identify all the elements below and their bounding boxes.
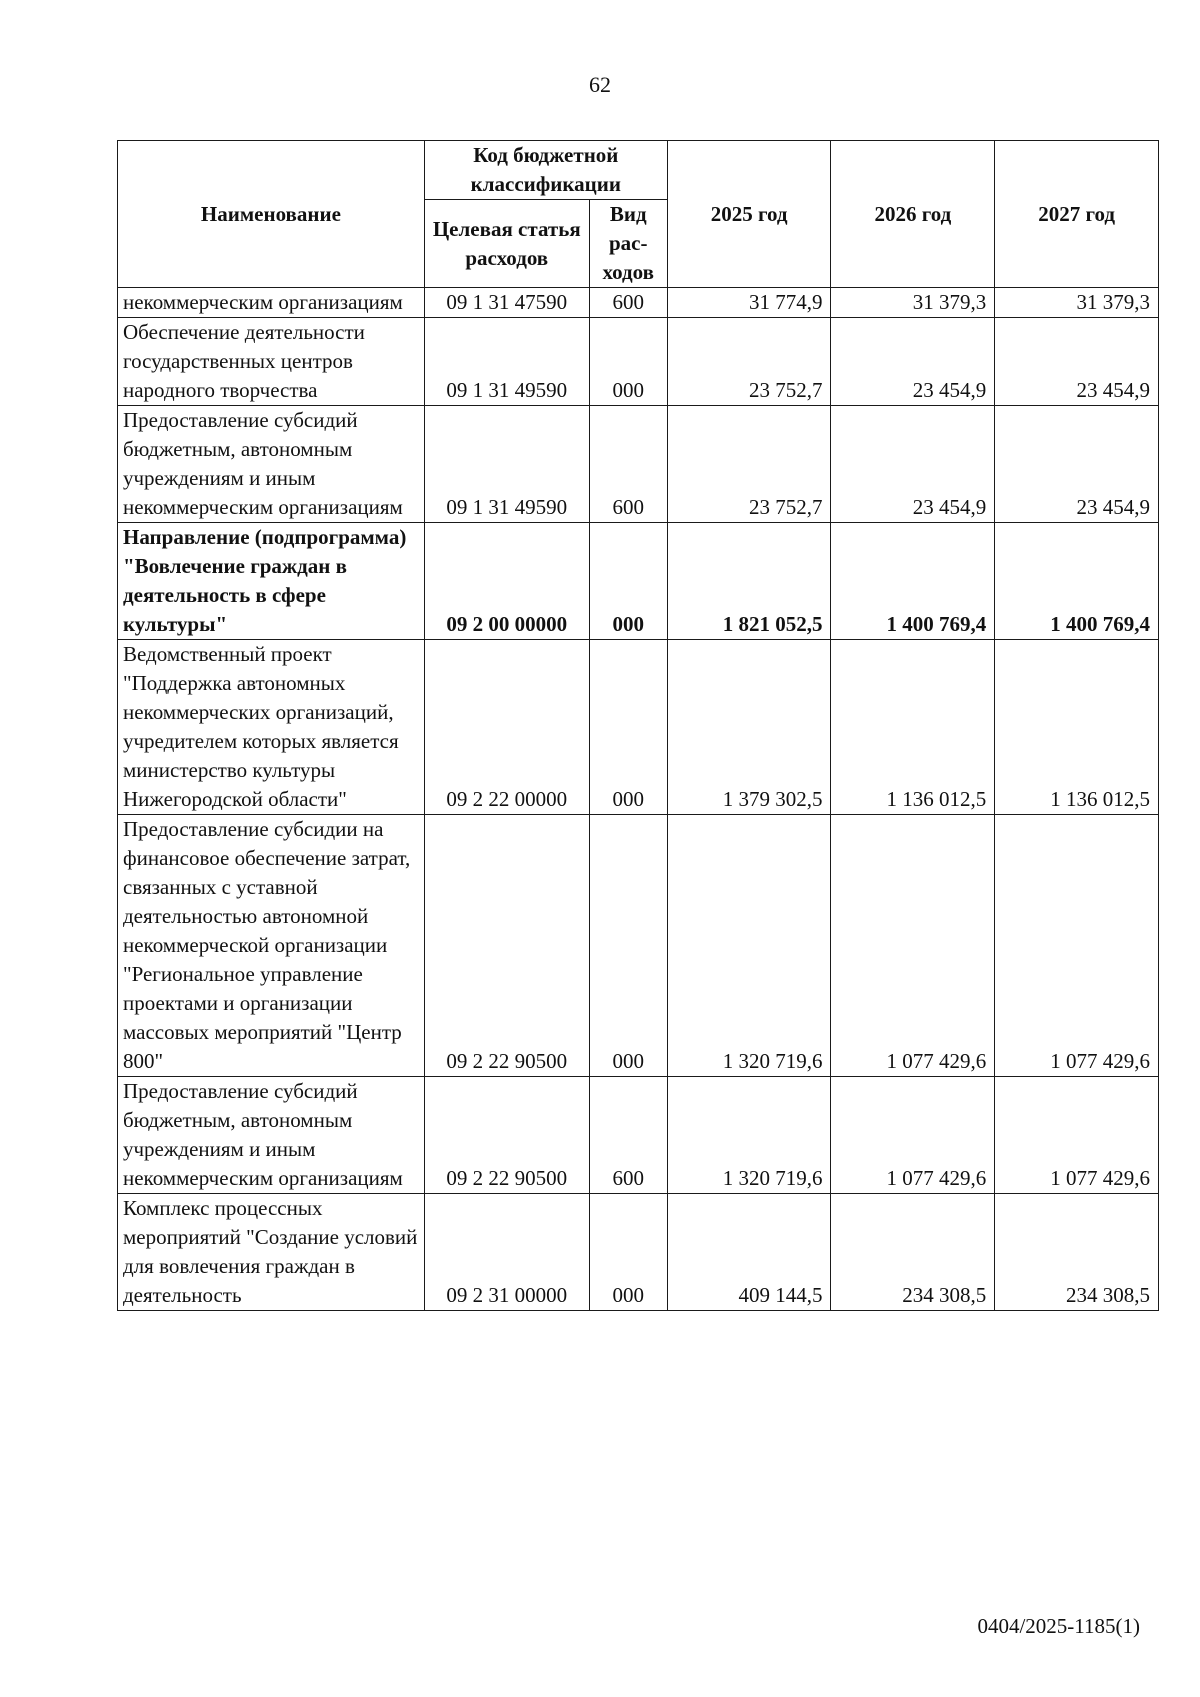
row-name-cell: Обеспечение деятельности государственных центров народного творчества xyxy=(118,318,425,406)
row-expense-type-cell: 000 xyxy=(589,640,667,815)
row-2026-cell: 31 379,3 xyxy=(831,288,995,318)
table-row xyxy=(118,640,1159,815)
row-2027-cell: 1 077 429,6 xyxy=(995,815,1159,1077)
row-target-article-cell: 09 2 00 00000 xyxy=(424,523,589,640)
row-target-article-cell: 09 1 31 47590 xyxy=(424,288,589,318)
row-2025-cell: 1 320 719,6 xyxy=(667,815,831,1077)
row-target-article-cell: 09 1 31 49590 xyxy=(424,318,589,406)
row-2025-cell: 31 774,9 xyxy=(667,288,831,318)
row-2027-cell: 1 077 429,6 xyxy=(995,1077,1159,1194)
row-2026-cell: 1 077 429,6 xyxy=(831,815,995,1077)
table-body xyxy=(118,288,1159,1311)
row-name-cell: Предоставление субсидий бюджетным, автономным учреждениям и иным некоммерческим организациям xyxy=(118,406,425,523)
row-2027-cell: 234 308,5 xyxy=(995,1194,1159,1311)
row-expense-type-cell: 000 xyxy=(589,815,667,1077)
row-expense-type-cell: 600 xyxy=(589,288,667,318)
row-expense-type-cell: 000 xyxy=(589,523,667,640)
row-name-cell: Предоставление субсидий бюджетным, автономным учреждениям и иным некоммерческим организациям xyxy=(118,1077,425,1194)
header-name: Наименование xyxy=(118,141,425,288)
header-target-article: Целевая статья расходов xyxy=(424,200,589,288)
row-2025-cell: 23 752,7 xyxy=(667,406,831,523)
row-2027-cell: 1 136 012,5 xyxy=(995,640,1159,815)
document-registration-code: 0404/2025-1185(1) xyxy=(977,1614,1140,1638)
header-code-group: Код бюджетной классификации xyxy=(424,141,667,200)
row-target-article-cell: 09 2 22 00000 xyxy=(424,640,589,815)
header-expense-type: Вид рас-ходов xyxy=(589,200,667,288)
row-target-article-cell: 09 1 31 49590 xyxy=(424,406,589,523)
table-row xyxy=(118,523,1159,640)
row-2026-cell: 234 308,5 xyxy=(831,1194,995,1311)
row-name-cell: Ведомственный проект "Поддержка автономных некоммерческих организаций, учредителем которых является министерство культуры Нижегородской области" xyxy=(118,640,425,815)
header-2025: 2025 год xyxy=(667,141,831,288)
row-name-cell: Направление (подпрограмма) "Вовлечение граждан в деятельность в сфере культуры" xyxy=(118,523,425,640)
row-target-article-cell: 09 2 22 90500 xyxy=(424,815,589,1077)
row-target-article-cell: 09 2 22 90500 xyxy=(424,1077,589,1194)
budget-table xyxy=(117,140,1159,1311)
row-expense-type-cell: 000 xyxy=(589,318,667,406)
row-2025-cell: 1 379 302,5 xyxy=(667,640,831,815)
row-2026-cell: 1 136 012,5 xyxy=(831,640,995,815)
row-2026-cell: 23 454,9 xyxy=(831,318,995,406)
row-2027-cell: 1 400 769,4 xyxy=(995,523,1159,640)
row-name-cell: Предоставление субсидии на финансовое обеспечение затрат, связанных с уставной деятельностью автономной некоммерческой организации "Региональное управление проектами и организации массовых мероприятий "Центр 800" xyxy=(118,815,425,1077)
header-2026: 2026 год xyxy=(831,141,995,288)
row-expense-type-cell: 600 xyxy=(589,1077,667,1194)
row-target-article-cell: 09 2 31 00000 xyxy=(424,1194,589,1311)
row-2026-cell: 23 454,9 xyxy=(831,406,995,523)
row-2027-cell: 23 454,9 xyxy=(995,318,1159,406)
header-2027: 2027 год xyxy=(995,141,1159,288)
table-row xyxy=(118,288,1159,318)
row-expense-type-cell: 600 xyxy=(589,406,667,523)
row-2025-cell: 1 320 719,6 xyxy=(667,1077,831,1194)
table-row xyxy=(118,318,1159,406)
row-2027-cell: 23 454,9 xyxy=(995,406,1159,523)
table-row xyxy=(118,1077,1159,1194)
row-name-cell: некоммерческим организациям xyxy=(118,288,425,318)
row-2026-cell: 1 077 429,6 xyxy=(831,1077,995,1194)
page-number: 62 xyxy=(589,72,611,97)
row-2027-cell: 31 379,3 xyxy=(995,288,1159,318)
row-expense-type-cell: 000 xyxy=(589,1194,667,1311)
table-row xyxy=(118,815,1159,1077)
row-2025-cell: 1 821 052,5 xyxy=(667,523,831,640)
row-name-cell: Комплекс процессных мероприятий "Создание условий для вовлечения граждан в деятельность xyxy=(118,1194,425,1311)
row-2025-cell: 23 752,7 xyxy=(667,318,831,406)
row-2026-cell: 1 400 769,4 xyxy=(831,523,995,640)
row-2025-cell: 409 144,5 xyxy=(667,1194,831,1311)
table-row xyxy=(118,1194,1159,1311)
table-row xyxy=(118,406,1159,523)
